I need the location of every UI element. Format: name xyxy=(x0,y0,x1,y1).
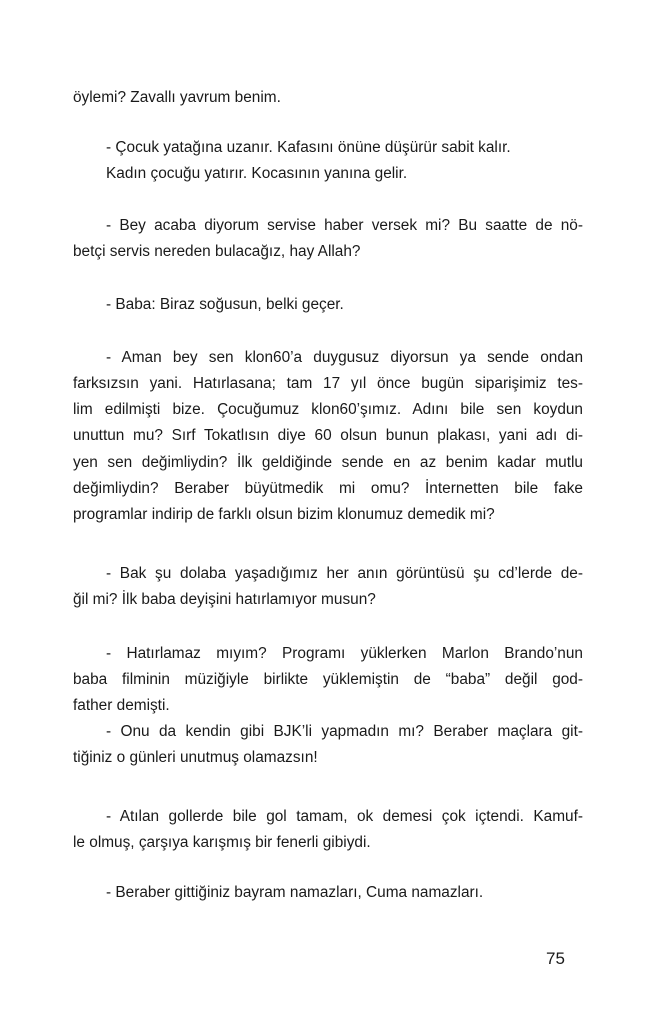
text-line: le olmuş, çarşıya karışmış bir fenerli gibiydi. xyxy=(73,834,371,851)
text-line: - Bey acaba diyorum servise haber versek mi? Bu saatte de nö- xyxy=(106,217,583,234)
text-line: yen sen değimliydin? İlk geldiğinde sende en az benim kadar mutlu xyxy=(73,454,583,471)
text-line: - Çocuk yatağına uzanır. Kafasını önüne düşürür sabit kalır. xyxy=(106,139,511,156)
text-line: - Aman bey sen klon60’a duygusuz diyorsun ya sende ondan xyxy=(106,349,583,366)
text-line: programlar indirip de farklı olsun bizim klonumuz demedik mi? xyxy=(73,506,495,523)
page-number: 75 xyxy=(546,949,565,968)
text-line: farksızsın yani. Hatırlasana; tam 17 yıl önce bugün siparişimiz tes- xyxy=(73,375,583,392)
text-line: - Baba: Biraz soğusun, belki geçer. xyxy=(106,296,344,313)
text-line: betçi servis nereden bulacağız, hay Allah? xyxy=(73,243,361,260)
text-line: baba filminin müziğiyle birlikte yüklemiştin de “baba” değil god- xyxy=(73,671,583,688)
text-line: unuttun mu? Sırf Tokatlısın diye 60 olsun bunun plakası, yani adı di- xyxy=(73,427,583,444)
text-line: Kadın çocuğu yatırır. Kocasının yanına gelir. xyxy=(106,165,408,182)
text-line: tiğiniz o günleri unutmuş olamazsın! xyxy=(73,749,318,766)
text-line: father demişti. xyxy=(73,697,170,714)
text-line: öylemi? Zavallı yavrum benim. xyxy=(73,89,281,106)
text-line: - Bak şu dolaba yaşadığımız her anın görüntüsü şu cd’lerde de- xyxy=(106,565,583,582)
text-line: ğil mi? İlk baba deyişini hatırlamıyor musun? xyxy=(73,591,376,608)
text-line: - Atılan gollerde bile gol tamam, ok demesi çok içtendi. Kamuf- xyxy=(106,808,583,825)
text-line: lim edilmişti bize. Çocuğumuz klon60’şımız. Adını bile sen koydun xyxy=(73,401,583,418)
text-line: - Beraber gittiğiniz bayram namazları, Cuma namazları. xyxy=(106,884,484,901)
text-line: - Hatırlamaz mıyım? Programı yüklerken Marlon Brando’nun xyxy=(106,645,583,662)
text-line: değimliydin? Beraber büyütmedik mi omu? İnternetten bile fake xyxy=(73,480,583,497)
text-line: - Onu da kendin gibi BJK’li yapmadın mı? Beraber maçlara git- xyxy=(106,723,583,740)
